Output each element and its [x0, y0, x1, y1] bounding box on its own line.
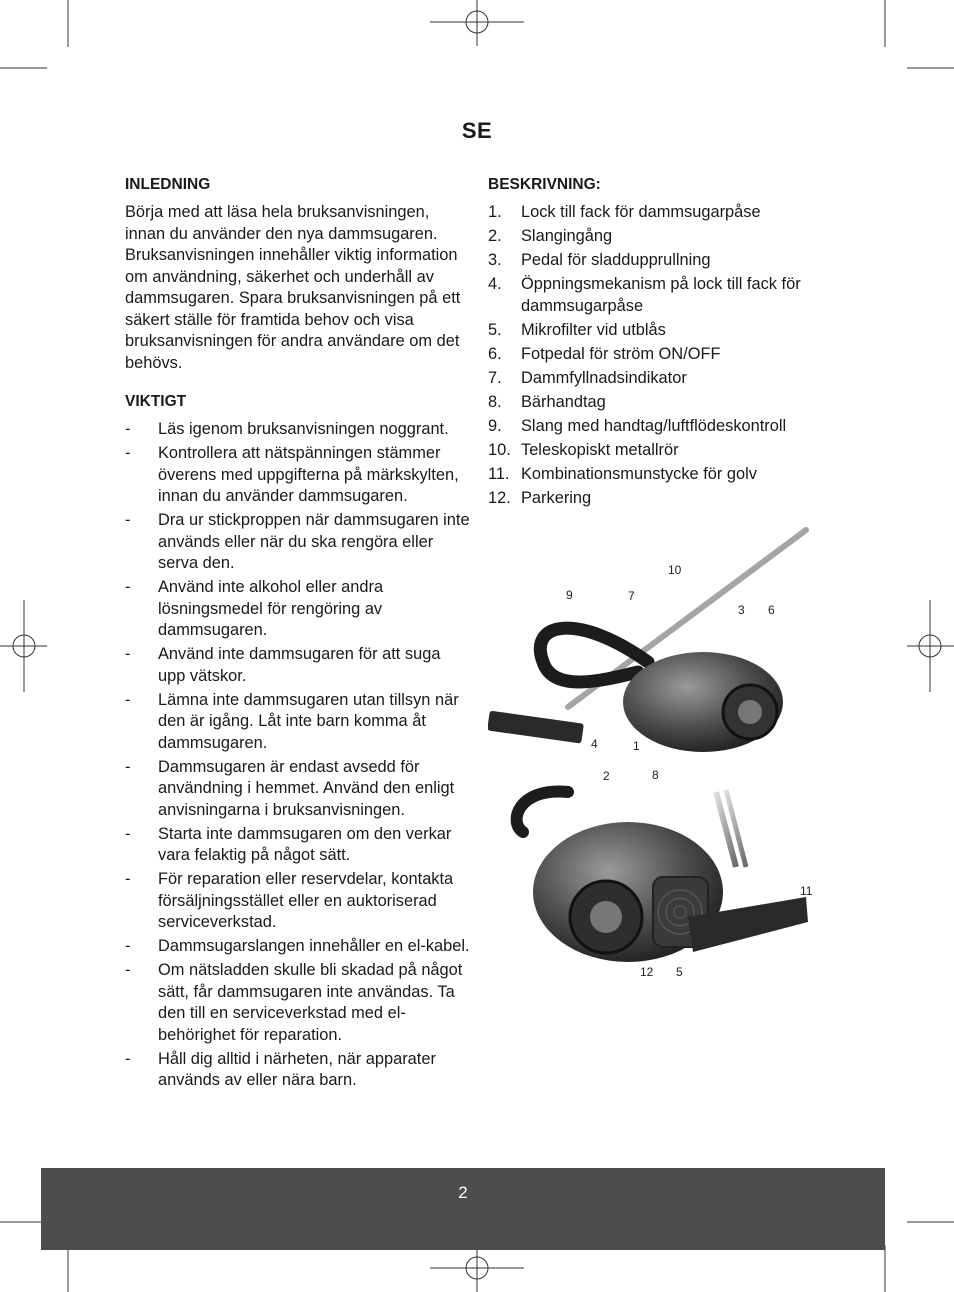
page-number: 2 — [458, 1183, 468, 1202]
list-item — [125, 690, 470, 755]
list-item — [488, 368, 833, 390]
item-number: 4. — [488, 275, 502, 293]
callout-12: 12 — [640, 965, 654, 979]
item-text: Mikrofilter vid utblås — [521, 320, 666, 339]
item-text: Bärhandtag — [521, 392, 606, 411]
item-number: 9. — [488, 416, 502, 435]
dash-bullet: - — [125, 824, 131, 843]
list-item — [488, 202, 833, 224]
item-text: Teleskopiskt metallrör — [521, 440, 679, 459]
vacuum-cleaner-illustration — [488, 522, 823, 992]
list-item — [488, 250, 833, 272]
right-column — [488, 174, 833, 512]
list-item — [125, 443, 470, 508]
language-heading: SE — [461, 118, 493, 143]
important-list — [125, 419, 470, 1092]
list-item — [125, 936, 470, 958]
callout-10: 10 — [668, 563, 682, 577]
list-item — [488, 488, 833, 510]
dash-bullet: - — [125, 757, 131, 776]
list-item-text: Om nätsladden skulle bli skadad på något sätt, får dammsugaren inte användas. Ta den till en serviceverkstad med el-behörighet för reparation. — [158, 961, 463, 1044]
item-number: 2. — [488, 227, 502, 245]
parts-list — [488, 202, 833, 509]
item-text: Slangingång — [521, 227, 613, 245]
description-heading: BESKRIVNING: — [488, 176, 601, 193]
item-number: 3. — [488, 251, 502, 269]
list-item — [488, 392, 833, 414]
item-text: Parkering — [521, 488, 592, 507]
dash-bullet: - — [125, 420, 131, 438]
list-item-text: Kontrollera att nätspänningen stämmer överens med uppgifterna på märkskylten, innan du använder dammsugaren. — [158, 444, 459, 505]
list-item — [125, 824, 470, 867]
list-item — [125, 757, 470, 822]
list-item-text: Starta inte dammsugaren om den verkar vara felaktig på något sätt. — [158, 824, 452, 864]
important-heading: VIKTIGT — [125, 393, 187, 410]
list-item — [488, 416, 833, 438]
list-item — [125, 644, 470, 687]
item-number: 1. — [488, 203, 502, 221]
item-text: Lock till fack för dammsugarpåse — [521, 203, 761, 221]
item-number: 12. — [488, 488, 511, 507]
list-item — [125, 1049, 470, 1092]
item-text: Kombinationsmunstycke för golv — [521, 464, 757, 483]
item-text: Öppningsmekanism på lock till fack för dammsugarpåse — [521, 275, 801, 315]
list-item-text: Dammsugarslangen innehåller en el-kabel. — [158, 937, 470, 955]
list-item-text: Använd inte alkohol eller andra lösningsmedel för rengöring av dammsugaren. — [158, 578, 384, 639]
dash-bullet: - — [125, 690, 131, 709]
list-item — [488, 464, 833, 486]
callout-5: 5 — [676, 965, 683, 979]
footer-band — [41, 1168, 885, 1250]
dash-bullet: - — [125, 511, 131, 529]
list-item-text: För reparation eller reservdelar, kontakta försäljningsstället eller en auktoriserad serviceverkstad. — [158, 870, 454, 931]
dash-bullet: - — [125, 578, 131, 596]
item-number: 8. — [488, 392, 502, 411]
item-number: 6. — [488, 344, 502, 363]
intro-text: Börja med att läsa hela bruksanvisningen, innan du använder den nya dammsugaren. Bruksanvisningen innehåller viktig information om användning, säkerhet och underhåll av dammsugaren. Spara bruksanvisningen på ett säkert ställe för framtida behov och visa bruksanvisningen för andra användare om det behövs. — [125, 203, 461, 372]
list-item — [488, 344, 833, 366]
item-text: Fotpedal för ström ON/OFF — [521, 344, 721, 363]
callout-7: 7 — [628, 589, 635, 603]
callout-4: 4 — [591, 737, 598, 751]
dash-bullet: - — [125, 645, 131, 663]
intro-heading: INLEDNING — [125, 176, 211, 193]
callout-9: 9 — [566, 588, 573, 602]
top-view — [488, 530, 806, 753]
list-item — [125, 869, 470, 934]
list-item — [488, 226, 833, 248]
list-item — [125, 577, 470, 642]
dash-bullet: - — [125, 444, 131, 462]
callout-2: 2 — [603, 769, 610, 783]
item-number: 11. — [488, 464, 510, 483]
item-text: Dammfyllnadsindikator — [521, 368, 687, 387]
callout-8: 8 — [652, 768, 659, 782]
dash-bullet: - — [125, 937, 131, 955]
list-item — [125, 510, 470, 575]
list-item-text: Dammsugaren är endast avsedd för användning i hemmet. Använd den enligt anvisningarna i bruksanvisningen. — [158, 757, 455, 819]
item-number: 5. — [488, 320, 502, 339]
item-text: Pedal för sladdupprullning — [521, 251, 711, 269]
dash-bullet: - — [125, 1049, 131, 1068]
list-item — [488, 440, 833, 462]
item-text: Slang med handtag/luftflödeskontroll — [521, 416, 787, 435]
callout-6: 6 — [768, 603, 775, 617]
dash-bullet: - — [125, 870, 131, 888]
list-item-text: Läs igenom bruksanvisningen noggrant. — [158, 420, 449, 438]
list-item-text: Dra ur stickproppen när dammsugaren inte används eller när du ska rengöra eller serva den. — [158, 511, 470, 572]
list-item — [125, 960, 470, 1046]
callout-3: 3 — [738, 603, 745, 617]
item-number: 7. — [488, 368, 502, 387]
dash-bullet: - — [125, 961, 131, 979]
bottom-view — [517, 768, 813, 979]
list-item-text: Lämna inte dammsugaren utan tillsyn när den är igång. Låt inte barn komma åt dammsugaren. — [158, 690, 459, 752]
list-item-text: Använd inte dammsugaren för att suga upp vätskor. — [158, 645, 441, 685]
callout-11: 11 — [800, 884, 813, 898]
left-column — [125, 174, 470, 1094]
list-item — [125, 419, 470, 441]
list-item — [488, 274, 833, 317]
list-item — [488, 320, 833, 342]
item-number: 10. — [488, 440, 511, 459]
callout-1: 1 — [633, 739, 640, 753]
list-item-text: Håll dig alltid i närheten, när apparater används av eller nära barn. — [158, 1049, 436, 1089]
